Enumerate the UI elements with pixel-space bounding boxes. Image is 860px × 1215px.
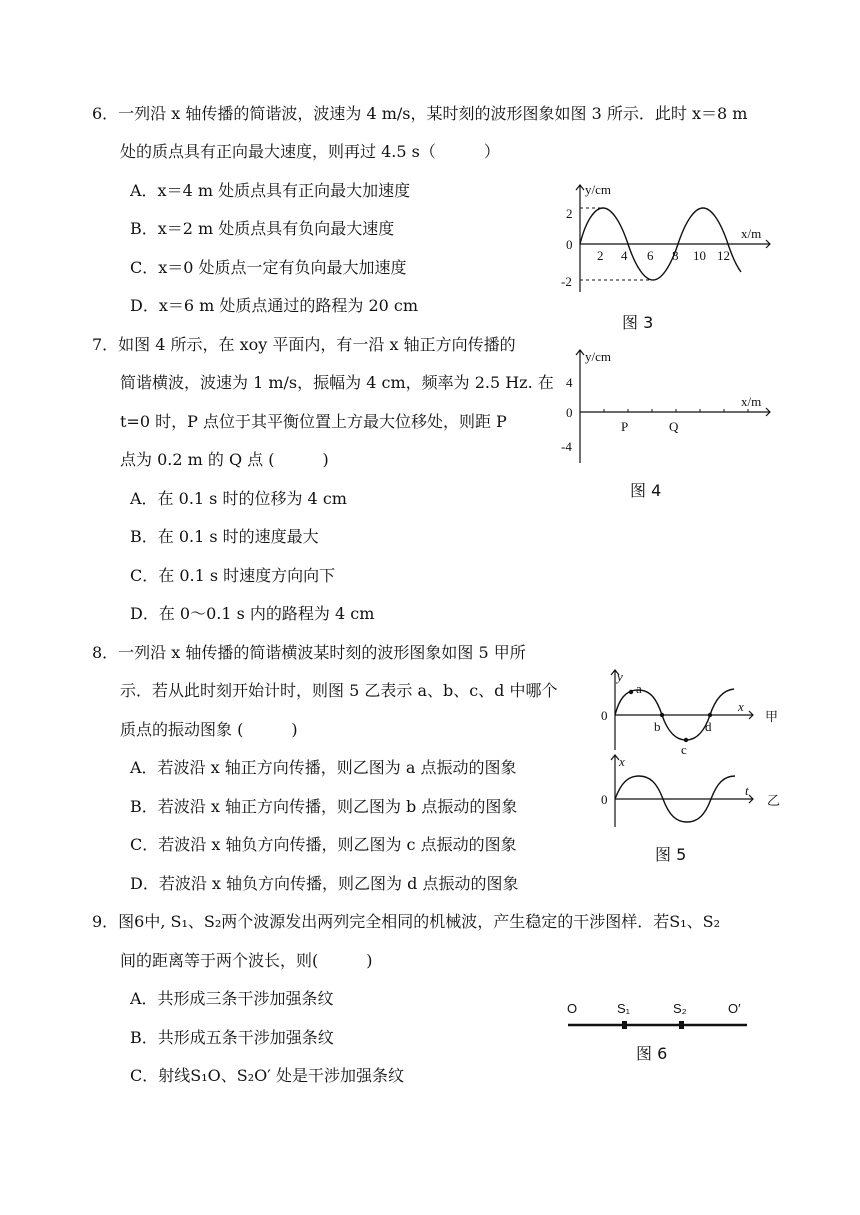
fig5-point-a-dot: [629, 690, 633, 694]
fig4-y-label: y/cm: [585, 349, 611, 364]
fig6-label-s2: S₂: [673, 1001, 687, 1016]
fig3-ytick-neg2: -2: [561, 274, 572, 289]
q9-stem-line-2: 间的距离等于两个波长，则( ): [120, 951, 373, 970]
fig3-xtick-8: 8: [672, 248, 679, 263]
fig4-ytick-4: 4: [566, 375, 573, 390]
q6-stem-line-1: 6．一列沿 x 轴传播的简谐波，波速为 4 m/s，某时刻的波形图象如图 3 所示．此时 x＝8 m: [92, 104, 748, 123]
fig5-bottom-origin: 0: [601, 792, 608, 807]
q7-option-c: C．在 0.1 s 时速度方向向下: [130, 566, 336, 585]
fig3-xtick-6: 6: [647, 248, 654, 263]
fig3-y-label: y/cm: [585, 182, 611, 197]
fig3-xtick-2: 2: [597, 248, 604, 263]
q7-stem-line-4: 点为 0.2 m 的 Q 点 ( ): [120, 450, 329, 469]
fig3-ytick-2: 2: [566, 206, 573, 221]
fig3-xtick-10: 10: [693, 248, 706, 263]
fig4-caption: 图 4: [630, 481, 662, 500]
fig6-caption: 图 6: [636, 1044, 668, 1063]
q7-stem-line-1: 7．如图 4 所示，在 xoy 平面内，有一沿 x 轴正方向传播的: [92, 335, 516, 354]
q6-stem-line-2: 处的质点具有正向最大速度，则再过 4.5 s（ ）: [120, 142, 500, 161]
q9-option-c: C．射线S₁O、S₂O′ 处是干涉加强条纹: [130, 1066, 404, 1085]
fig5-point-b: b: [654, 719, 661, 734]
fig4-origin: 0: [566, 405, 573, 420]
fig5-point-d: d: [705, 719, 712, 734]
fig4-ytick-neg4: -4: [561, 439, 572, 454]
fig5-top-origin: 0: [601, 708, 608, 723]
fig5-caption: 图 5: [655, 845, 687, 864]
q7-option-a: A．在 0.1 s 时的位移为 4 cm: [130, 489, 347, 508]
fig5-point-d-dot: [708, 713, 712, 717]
q6-option-b: B．x＝2 m 处质点具有负向最大速度: [130, 219, 395, 238]
fig3-origin: 0: [566, 237, 573, 252]
q9-option-a: A．共形成三条干涉加强条纹: [130, 989, 334, 1008]
fig6-label-s1: S₁: [617, 1001, 631, 1016]
fig6-s2-marker: [679, 1021, 684, 1029]
fig4-point-p: P: [621, 419, 629, 434]
fig6-s1-marker: [622, 1021, 627, 1029]
fig5-bottom-y-label: x: [619, 754, 625, 769]
q8-stem-line-2: 示．若从此时刻开始计时，则图 5 乙表示 a、b、c、d 中哪个: [120, 681, 558, 700]
fig5-bottom-tag: 乙: [767, 793, 781, 808]
fig5-point-b-dot: [660, 713, 664, 717]
fig5-top-x-label: x: [738, 699, 744, 714]
q7-stem-line-2: 简谐横波，波速为 1 m/s，振幅为 4 cm，频率为 2.5 Hz. 在: [120, 373, 554, 392]
fig5-point-a: a: [636, 681, 642, 696]
q9-option-b: B．共形成五条干涉加强条纹: [130, 1028, 334, 1047]
fig3-x-label: x/m: [741, 226, 762, 241]
fig3-xtick-12: 12: [717, 248, 730, 263]
fig5-top-tag: 甲: [765, 709, 779, 724]
q7-option-b: B．在 0.1 s 时的速度最大: [130, 527, 319, 546]
q8-stem-line-3: 质点的振动图象 ( ): [120, 720, 298, 739]
q8-stem-line-1: 8．一列沿 x 轴传播的简谐横波某时刻的波形图象如图 5 甲所: [92, 643, 526, 662]
figure-6-wave-sources: [560, 990, 760, 1030]
q8-option-a: A．若波沿 x 轴正方向传播，则乙图为 a 点振动的图象: [130, 758, 517, 777]
fig5-bottom-x-label: t: [745, 783, 749, 798]
q9-stem-line-1: 9．图6中, S₁、S₂两个波源发出两列完全相同的机械波，产生稳定的干涉图样．若S₁、S₂: [92, 912, 721, 931]
fig4-point-q: Q: [669, 419, 679, 434]
figure-3-wave-graph: [555, 180, 785, 295]
fig4-x-label: x/m: [741, 394, 762, 409]
figure-5-wave-and-vibration-graphs: [595, 665, 795, 835]
q6-option-c: C．x＝0 处质点一定有负向最大加速度: [130, 258, 407, 277]
fig3-xtick-4: 4: [621, 248, 628, 263]
q8-option-d: D．若波沿 x 轴负方向传播，则乙图为 d 点振动的图象: [130, 874, 519, 893]
figure-4-wave-graph: [555, 345, 785, 465]
q8-option-b: B．若波沿 x 轴正方向传播，则乙图为 b 点振动的图象: [130, 797, 518, 816]
fig3-caption: 图 3: [622, 313, 654, 332]
fig5-point-c: c: [681, 742, 687, 757]
q7-option-d: D．在 0～0.1 s 内的路程为 4 cm: [130, 604, 375, 623]
q7-stem-line-3: t=0 时，P 点位于其平衡位置上方最大位移处，则距 P: [120, 412, 507, 431]
q8-option-c: C．若波沿 x 轴负方向传播，则乙图为 c 点振动的图象: [130, 835, 517, 854]
q6-option-a: A．x＝4 m 处质点具有正向最大加速度: [130, 181, 411, 200]
fig6-label-o: O: [567, 1001, 578, 1016]
fig5-top-y-label: y: [617, 669, 623, 684]
q6-option-d: D．x＝6 m 处质点通过的路程为 20 cm: [130, 296, 419, 315]
fig6-label-o-prime: O′: [728, 1001, 741, 1016]
